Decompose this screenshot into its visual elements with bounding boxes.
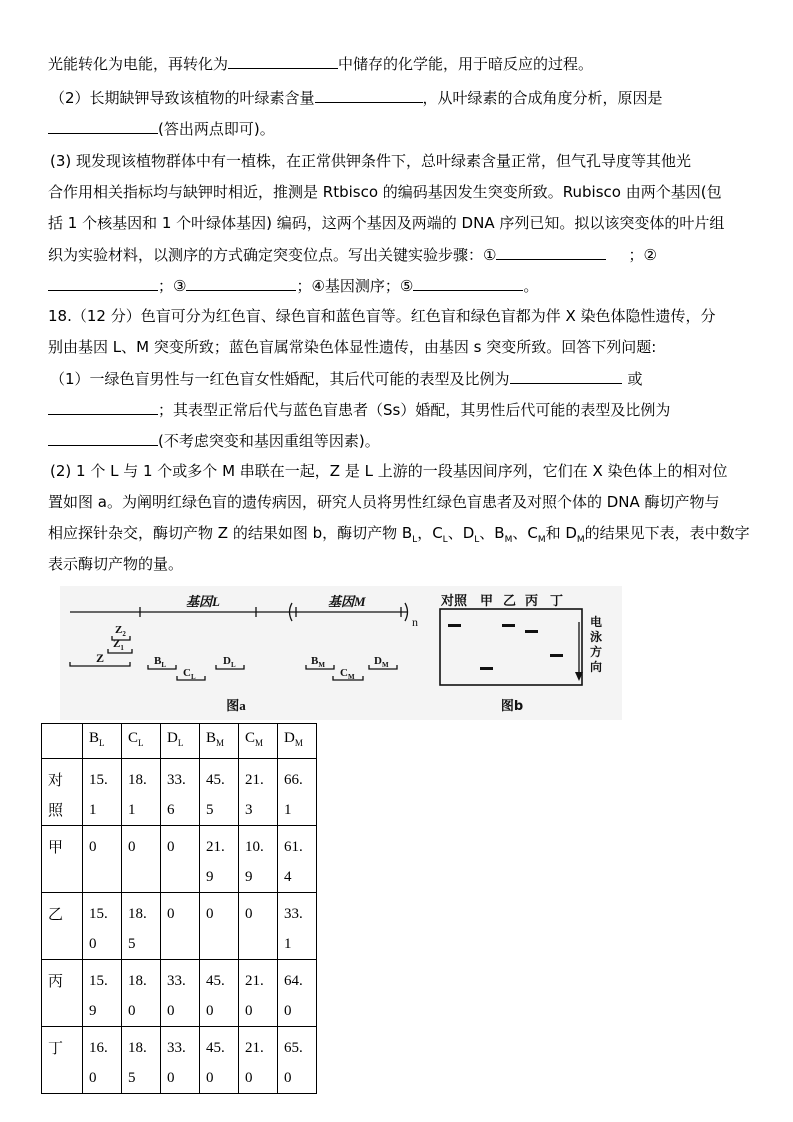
header-sub: L: [138, 738, 144, 748]
figure-a-caption: 图a: [226, 698, 246, 713]
header-main: D: [167, 730, 178, 746]
label-sub: M: [318, 661, 325, 669]
band-ding: [550, 654, 563, 657]
header-main: C: [245, 730, 256, 746]
digest-table: [41, 723, 317, 1094]
row-label: 丙: [42, 960, 83, 1027]
table-cell: 21.3: [239, 759, 278, 826]
answer-blank[interactable]: [48, 429, 158, 446]
answer-blank[interactable]: [48, 117, 158, 134]
text-line-1: [48, 52, 593, 75]
text-line-14: (2) 1 个 L 与 1 个或多个 M 串联在一起，Z 是 L 上游的一段基因间序列，它们在 X 染色体上的相对位: [50, 462, 728, 480]
table-corner: [42, 724, 83, 759]
table-cell: 0: [200, 893, 239, 960]
subscript: M: [504, 535, 513, 545]
text-line-10: 别由基因 L、M 突变所致；蓝色盲属常染色体显性遗传，由基因 s 突变所致。回答下列问题:: [48, 338, 657, 356]
header-sub: L: [99, 738, 105, 748]
lane-label-yi: 乙: [503, 594, 517, 609]
header-main: C: [128, 730, 139, 746]
text-segment: ，C: [417, 524, 443, 542]
text-line-4: (3) 现发现该植物群体中有一植株，在正常供钾条件下，总叶绿素含量正常，但气孔导度等其他光: [50, 152, 692, 170]
table-cell: 18.1: [122, 759, 161, 826]
table-cell: 18.0: [122, 960, 161, 1027]
text-segment: ，从叶绿素的合成角度分析，原因是: [422, 89, 663, 107]
text-segment: 或: [627, 370, 643, 388]
text-line-2: [50, 86, 663, 109]
answer-blank[interactable]: [413, 274, 523, 291]
gene-l-label: 基因L: [186, 594, 220, 609]
band-yi: [502, 624, 515, 627]
label-main: Z: [115, 624, 123, 636]
text-line-6: 括 1 个核基因和 1 个叶绿体基因) 编码，这两个基因及两端的 DNA 序列已知。拟以该突变体的叶片组: [48, 214, 725, 232]
text-segment: ；②: [628, 246, 657, 264]
header-dm: [278, 724, 317, 759]
text-line-7: [48, 243, 657, 266]
table-cell: 21.0: [239, 960, 278, 1027]
text-segment: 织为实验材料，以测序的方式确定突变位点。写出关键实验步骤：①: [48, 246, 497, 264]
header-cm: [239, 724, 278, 759]
z-label: Z: [96, 651, 105, 665]
header-dl: [161, 724, 200, 759]
answer-blank[interactable]: [48, 274, 158, 291]
text-segment: ；其表型正常后代与蓝色盲患者（Ss）婚配，其男性后代可能的表型及比例为: [158, 401, 671, 419]
header-bm: [200, 724, 239, 759]
direction-char: 电: [590, 615, 603, 629]
subscript: L: [474, 535, 480, 545]
table-row: [42, 893, 317, 960]
text-segment: 。: [523, 277, 539, 295]
gene-m-label: 基因M: [328, 594, 366, 609]
label-main: C: [183, 667, 191, 679]
header-sub: L: [177, 738, 184, 748]
text-segment: 、B: [479, 524, 505, 542]
header-sub: M: [255, 738, 264, 748]
header-sub: M: [294, 738, 303, 748]
text-segment: 、D: [447, 524, 475, 542]
answer-blank[interactable]: [496, 243, 606, 260]
table-row: [42, 826, 317, 893]
label-main: C: [340, 667, 348, 679]
table-cell: 64.0: [278, 960, 317, 1027]
table-cell: 45.0: [200, 960, 239, 1027]
answer-blank[interactable]: [315, 86, 423, 103]
header-sub: M: [216, 738, 225, 748]
text-segment: 的结果见下表，表中数字: [584, 524, 750, 542]
label-main: D: [223, 655, 231, 667]
figure-gene-diagram: [60, 586, 622, 720]
lane-label-ding: 丁: [550, 594, 564, 609]
label-sub: M: [347, 673, 355, 681]
table-row: [42, 960, 317, 1027]
label-main: D: [374, 655, 382, 667]
text-line-17: 表示酶切产物的量。: [48, 555, 184, 573]
table-cell: 16.0: [83, 1027, 122, 1094]
header-main: B: [206, 730, 217, 746]
table-cell: 33.1: [278, 893, 317, 960]
subscript: M: [537, 535, 546, 545]
row-label: 丁: [42, 1027, 83, 1094]
text-segment: 光能转化为电能，再转化为: [48, 55, 229, 73]
row-label: 对照: [42, 759, 83, 826]
text-line-13: [48, 429, 380, 452]
header-main: B: [89, 730, 100, 746]
label-main: B: [154, 655, 162, 667]
text-line-12: [48, 398, 670, 421]
band-bing: [525, 630, 538, 633]
n-label: n: [412, 615, 418, 629]
text-segment: (不考虑突变和基因重组等因素)。: [158, 432, 380, 450]
table-cell: 45.5: [200, 759, 239, 826]
text-segment: （2）长期缺钾导致该植物的叶绿素含量: [50, 89, 315, 107]
table-cell: 0: [122, 826, 161, 893]
table-header-row: [42, 724, 317, 759]
text-segment: 相应探针杂交，酶切产物 Z 的结果如图 b，酶切产物 B: [48, 524, 413, 542]
text-line-3: [48, 117, 275, 140]
label-sub: L: [190, 673, 196, 681]
table-cell: 33.6: [161, 759, 200, 826]
text-line-5: 合作用相关指标均与缺钾时相近，推测是 Rtbisco 的编码基因发生突变所致。Rubisco 由两个基因(包: [48, 183, 722, 201]
text-line-15: 置如图 a。为阐明红绿色盲的遗传病因，研究人员将男性红绿色盲患者及对照个体的 DNA 酶切产物与: [48, 493, 720, 511]
text-segment: 中储存的化学能，用于暗反应的过程。: [338, 55, 594, 73]
text-line-8: [48, 274, 538, 297]
label-sub: 1: [120, 644, 124, 652]
row-label: 甲: [42, 826, 83, 893]
table-row: [42, 759, 317, 826]
answer-blank[interactable]: [228, 52, 338, 69]
answer-blank[interactable]: [510, 367, 622, 384]
table-cell: 0: [83, 826, 122, 893]
text-segment: （1）一绿色盲男性与一红色盲女性婚配，其后代可能的表型及比例为: [50, 370, 510, 388]
table-cell: 66.1: [278, 759, 317, 826]
figure-b-caption: 图b: [500, 699, 524, 714]
table-cell: 15.0: [83, 893, 122, 960]
table-cell: 15.1: [83, 759, 122, 826]
table-cell: 21.9: [200, 826, 239, 893]
direction-char: 泳: [590, 630, 603, 644]
subscript: L: [412, 535, 418, 545]
label-sub: 2: [122, 630, 126, 638]
table-cell: 0: [161, 826, 200, 893]
table-cell: 10.9: [239, 826, 278, 893]
table-cell: 61.4: [278, 826, 317, 893]
direction-char: 向: [590, 660, 603, 674]
question-18-stem: 18.（12 分）色盲可分为红色盲、绿色盲和蓝色盲等。红色盲和绿色盲都为伴 X 染色体隐性遗传，分: [48, 307, 716, 325]
header-main: D: [284, 730, 295, 746]
table-cell: 15.9: [83, 960, 122, 1027]
table-cell: 18.5: [122, 1027, 161, 1094]
label-sub: L: [161, 661, 167, 669]
table-cell: 0: [161, 893, 200, 960]
text-segment: (答出两点即可)。: [158, 120, 275, 138]
label-main: Z: [113, 638, 121, 650]
table-cell: 33.0: [161, 960, 200, 1027]
table-cell: 21.0: [239, 1027, 278, 1094]
table-cell: 65.0: [278, 1027, 317, 1094]
table-cell: 45.0: [200, 1027, 239, 1094]
text-segment: 和 D: [545, 524, 577, 542]
text-line-11: [50, 367, 643, 390]
answer-blank[interactable]: [186, 274, 296, 291]
header-cl: [122, 724, 161, 759]
lane-label-control: 对照: [441, 594, 468, 609]
text-segment: ；④基因测序；⑤: [296, 277, 414, 295]
lane-label-bing: 丙: [525, 594, 539, 609]
band-control: [448, 624, 461, 627]
table-cell: 33.0: [161, 1027, 200, 1094]
text-segment: 、C: [512, 524, 538, 542]
table-row: [42, 1027, 317, 1094]
row-label: 乙: [42, 893, 83, 960]
direction-char: 方: [590, 645, 603, 659]
header-bl: [83, 724, 122, 759]
band-jia: [480, 667, 493, 670]
answer-blank[interactable]: [48, 398, 158, 415]
subscript: L: [442, 535, 448, 545]
label-sub: M: [381, 661, 389, 669]
label-sub: L: [230, 661, 236, 669]
label-main: B: [311, 655, 319, 667]
table-cell: 0: [239, 893, 278, 960]
text-segment: ；③: [158, 277, 187, 295]
text-line-16: [48, 522, 750, 551]
table-cell: 18.5: [122, 893, 161, 960]
subscript: M: [576, 535, 585, 545]
lane-label-jia: 甲: [480, 594, 494, 609]
